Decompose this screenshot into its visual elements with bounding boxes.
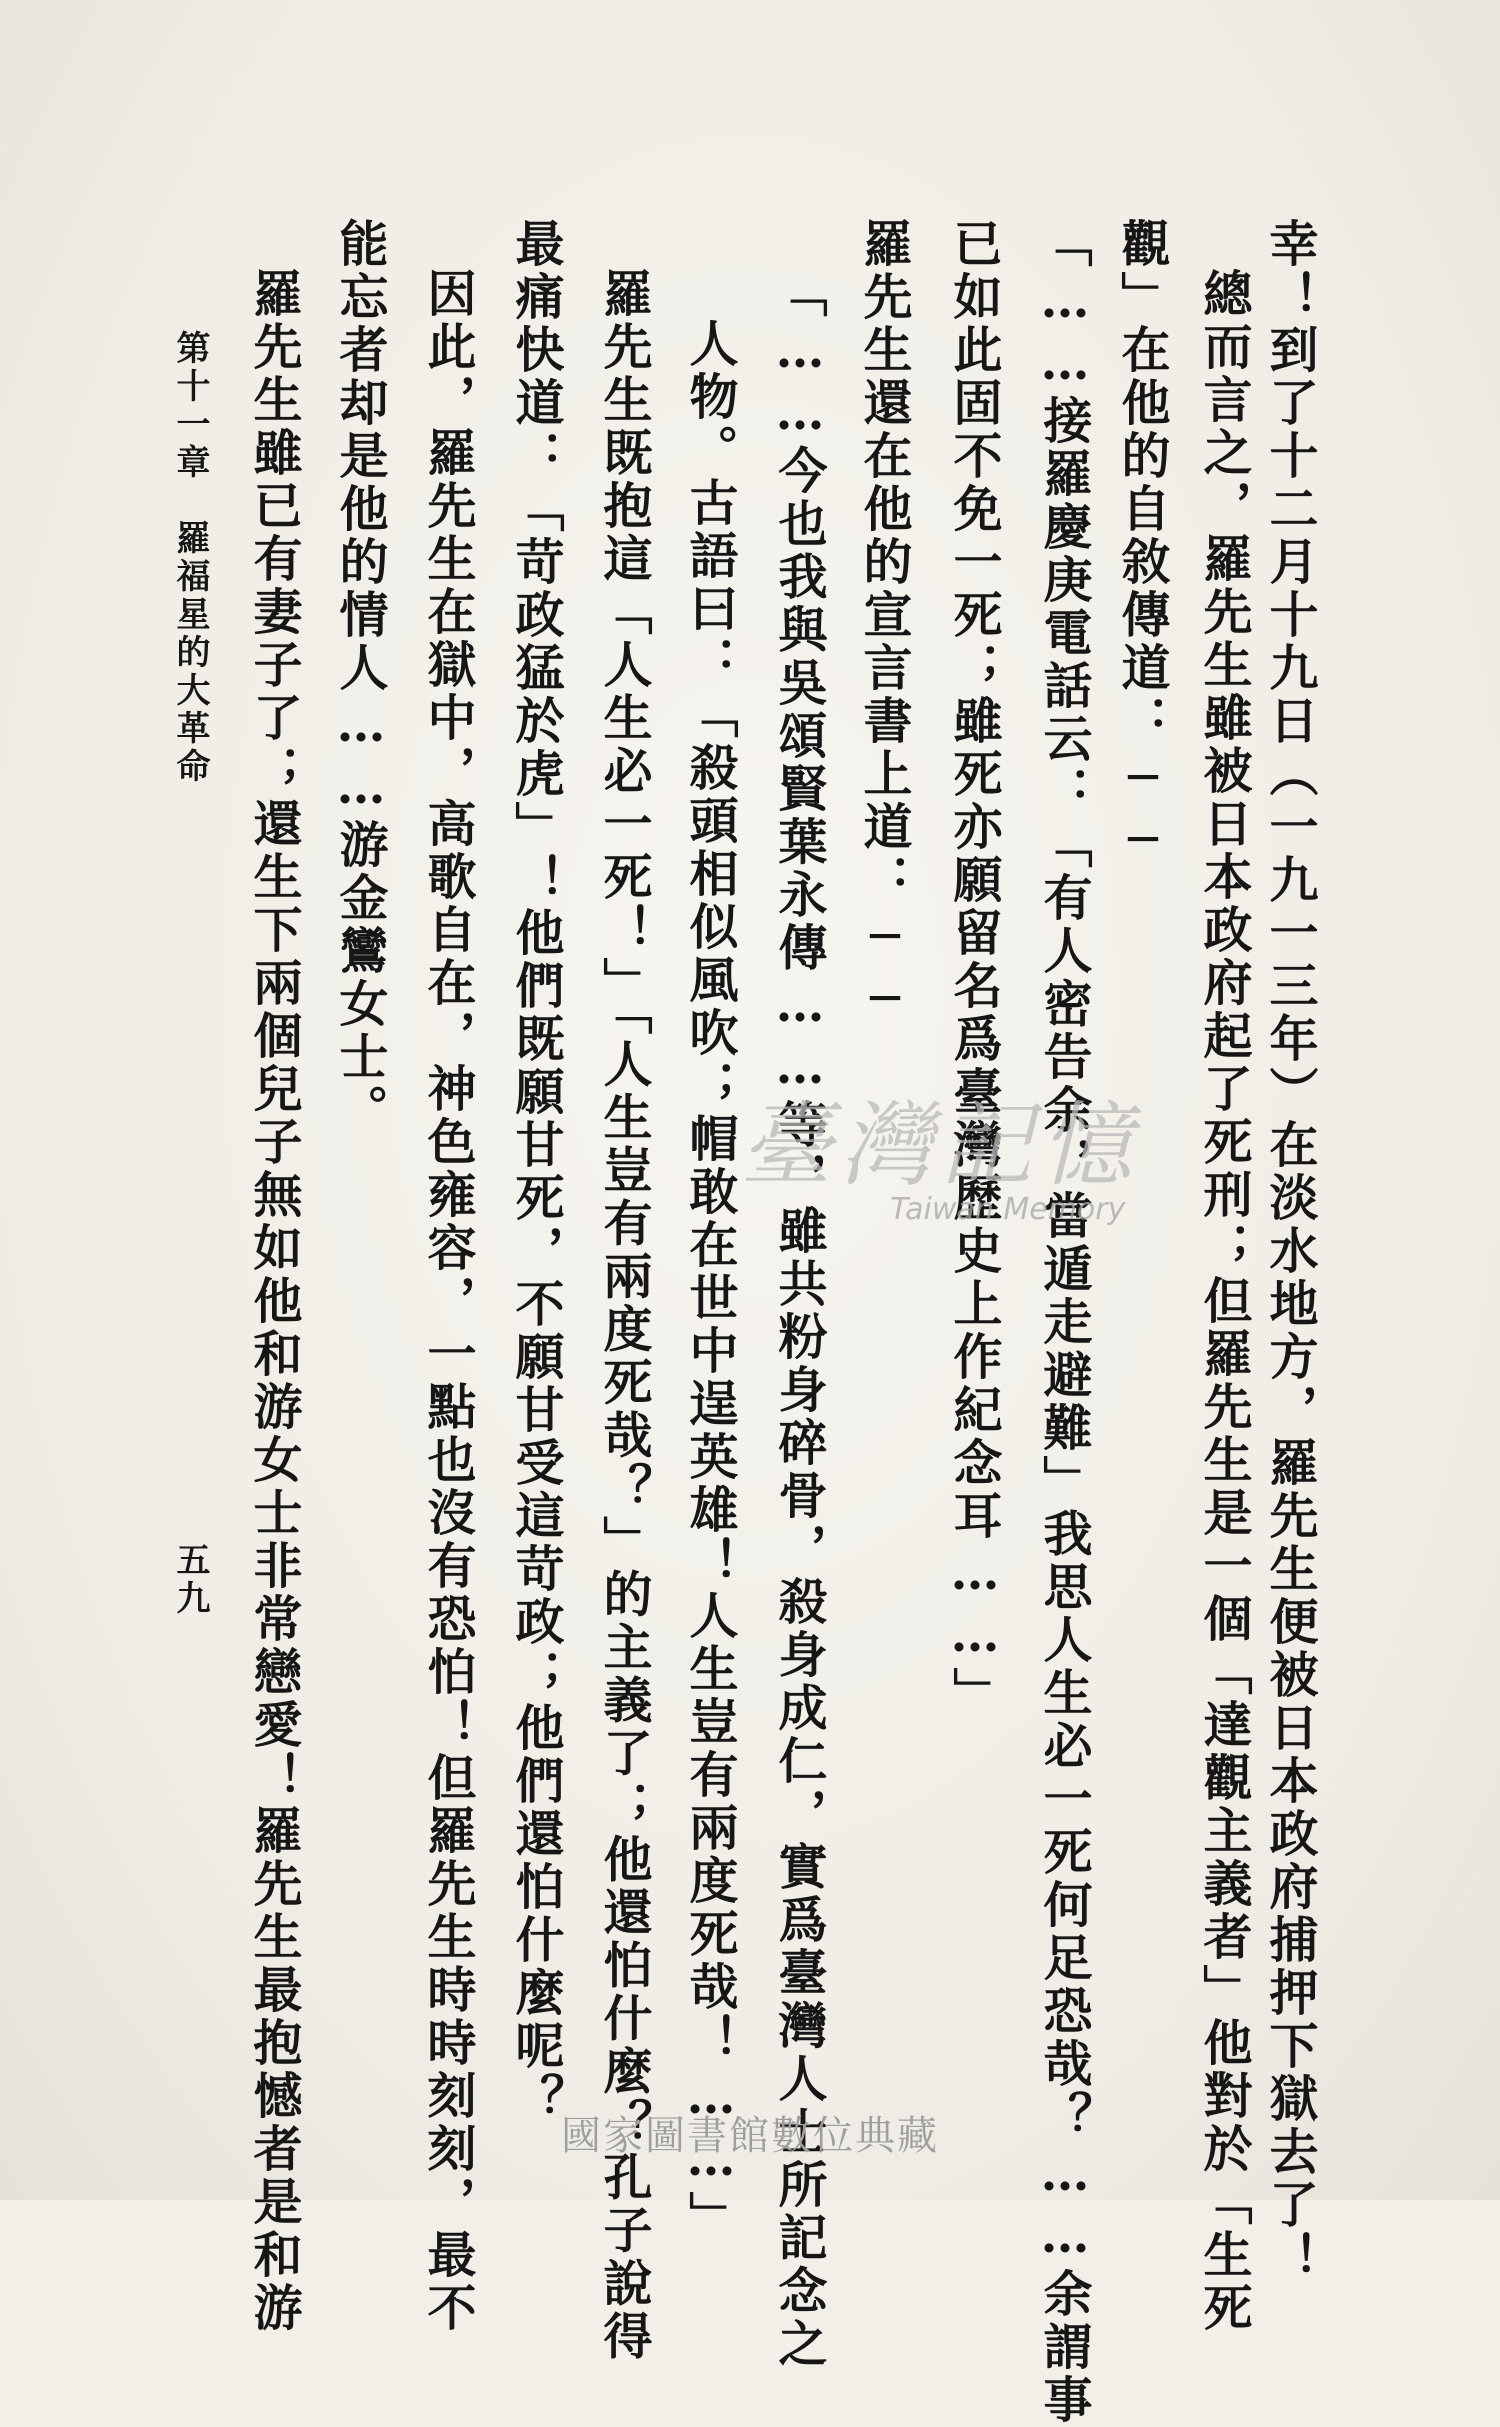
text-column-1: 幸！到了十二月十九日（一九一三年）在淡水地方，羅先生便被日本政府捕押下獄去了！: [1262, 218, 1320, 2285]
text-column-2: 總而言之，羅先生雖被日本政府起了死刑；但羅先生是一個「達觀主義者」他對於「生死: [1196, 268, 1254, 2335]
text-column-6: 羅先生還在他的宣言書上道：──: [856, 218, 914, 1031]
text-column-5: 已如此固不免一死；雖死亦願留名爲臺灣歷史上作紀念耳……」: [946, 218, 1004, 1720]
text-column-12: 能忘者却是他的情人……游金鸞女士。: [332, 218, 390, 1137]
library-credit: 國家圖書館數位典藏: [561, 2113, 939, 2159]
text-column-7: 「……今也我與吳頌賢葉永傳……等，雖共粉身碎骨，殺身成仁，實爲臺灣人士所記念之: [771, 268, 829, 2371]
text-column-10: 最痛快道：「苛政猛於虎」！他們既願甘死，不願甘受這苛政；他們還怕什麼呢？: [508, 218, 566, 2126]
watermark-subtitle: Taiwan Memory: [890, 1192, 1126, 1227]
taiwan-memory-watermark: [740, 1092, 1220, 1260]
text-column-9: 羅先生既抱這「人生必一死！」「人生豈有兩度死哉？」的主義了；他還怕什麼？孔子說得: [596, 268, 654, 2364]
text-column-4: 「……接羅慶庚電話云：「有人密告余，當遁走避難」我思人生必一死何足恐哉？……余謂事: [1036, 218, 1094, 2427]
running-footer-chapter: 第十一章 羅福星的大革命: [170, 330, 210, 786]
text-column-13: 羅先生雖已有妻子了；還生下兩個兒子無如他和游女士非常戀愛！羅先生最抱憾者是和游: [246, 268, 304, 2335]
watermark-title: 臺灣記憶: [740, 1092, 1141, 1199]
text-column-3: 觀」在他的自敘傳道：──: [1114, 218, 1172, 872]
text-column-11: 因此，羅先生在獄中，高歌自在，神色雍容，一點也沒有恐怕！但羅先生時時刻刻，最不: [420, 268, 478, 2335]
text-column-8: 人物。古語曰：「殺頭相似風吹；帽敢在世中逞英雄！人生豈有兩度死哉！……」: [682, 318, 740, 2244]
page-number: 五九: [170, 1542, 210, 1618]
